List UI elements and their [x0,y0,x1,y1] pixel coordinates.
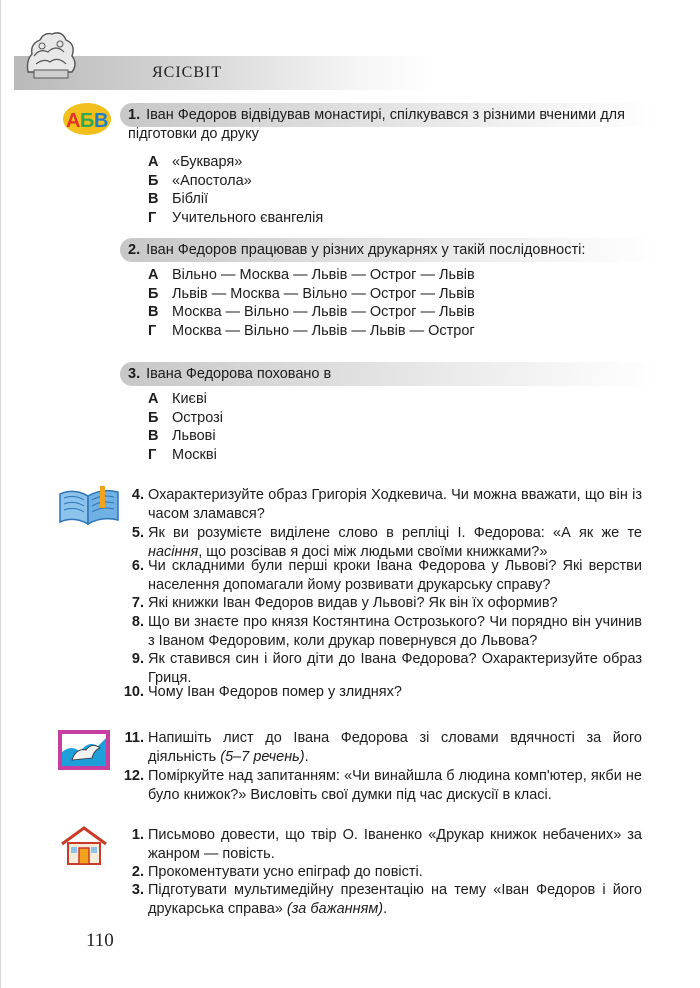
creative-task-icon [58,730,110,770]
abv-test-icon [62,102,112,136]
quiz-option: Г Москва — Вільно — Львів — Львів — Острог [148,322,475,339]
quiz-option: В Львові [148,428,216,444]
quiz-option: В Біблії [148,191,209,207]
page-edge [0,0,1,988]
question-item: 4. Охарактеризуйте образ Григорія Ходкевича. Чи можна вважати, що він із часом зламався? [131,487,642,522]
quiz-option: А «Букваря» [148,154,243,170]
quiz-option: Г Учительного євангелія [148,209,324,226]
creative-item: 11. Напишіть лист до Івана Федорова зі словами вдячності за його діяльність (5–7 речень). [124,730,642,765]
section-title: ЯСІСВІТ [152,64,223,81]
creative-item: 12. Поміркуйте над запитанням: «Чи винайшла б людина комп'ютер, якби не було книжок?» Висловіть свої думки під час дискусії в класі. [123,768,642,803]
homework-item: 2. Прокоментувати усно епіграф до повісті. [131,864,423,880]
homework-item: 3. Підготувати мультимедійну презентацію на тему «Іван Федоров і його друкарська справа» (за бажанням). [131,882,642,917]
quiz-option: Б Львів — Москва — Вільно — Острог — Львів [148,285,475,302]
question-item: 7. Які книжки Іван Федоров видав у Львові? Як він їх оформив? [131,595,558,611]
quiz-option: В Москва — Вільно — Львів — Острог — Львів [148,304,475,320]
home-task-icon [58,826,110,866]
question-item: 9. Як ставився син і його діти до Івана Федорова? Охарактеризуйте образ Гриця. [131,651,642,686]
homework-item: 1. Письмово довести, що твір О. Іваненко «Друкар книжок небачених» за жанром — повість. [131,827,642,862]
quiz-question-1: 1. Іван Федоров відвідував монастирі, спілкувався з різними вченими для підготовки до друку [128,107,625,142]
quiz-option: А Вільно — Москва — Львів — Острог — Львів [148,267,475,283]
svg-text:А: А [66,110,81,132]
svg-text:В: В [94,110,109,132]
question-item: 8. Що ви знаєте про князя Костянтина Острозького? Чи порядно він учинив з Іваном Федоровим, коли друкар повернувся до Львова? [131,614,642,649]
quiz-option: Г Москві [148,446,217,463]
quiz-option: Б «Апостола» [148,172,252,189]
quiz-question-2: 2. Іван Федоров працював у різних друкарнях у такій послідовності: [128,242,586,258]
quiz-question-3: 3. Івана Федорова поховано в [128,366,332,382]
question-item: 5. Як ви розумієте виділене слово в репліці І. Федорова: «А як же те насіння, що розсівав я досі між людьми своїми книжками?» [131,525,642,560]
logo-emblem-icon [20,26,80,82]
page-number: 110 [86,930,114,951]
question-item: 10. Чому Іван Федоров помер у злиднях? [123,684,402,700]
quiz-option: Б Острозі [148,409,224,426]
quiz-option: А Києві [148,391,207,407]
question-item: 6. Чи складними були перші кроки Івана Федорова у Львові? Які верстви населення допомагали йому розвивати друкарську справу? [131,558,642,593]
svg-text:Б: Б [80,110,95,132]
